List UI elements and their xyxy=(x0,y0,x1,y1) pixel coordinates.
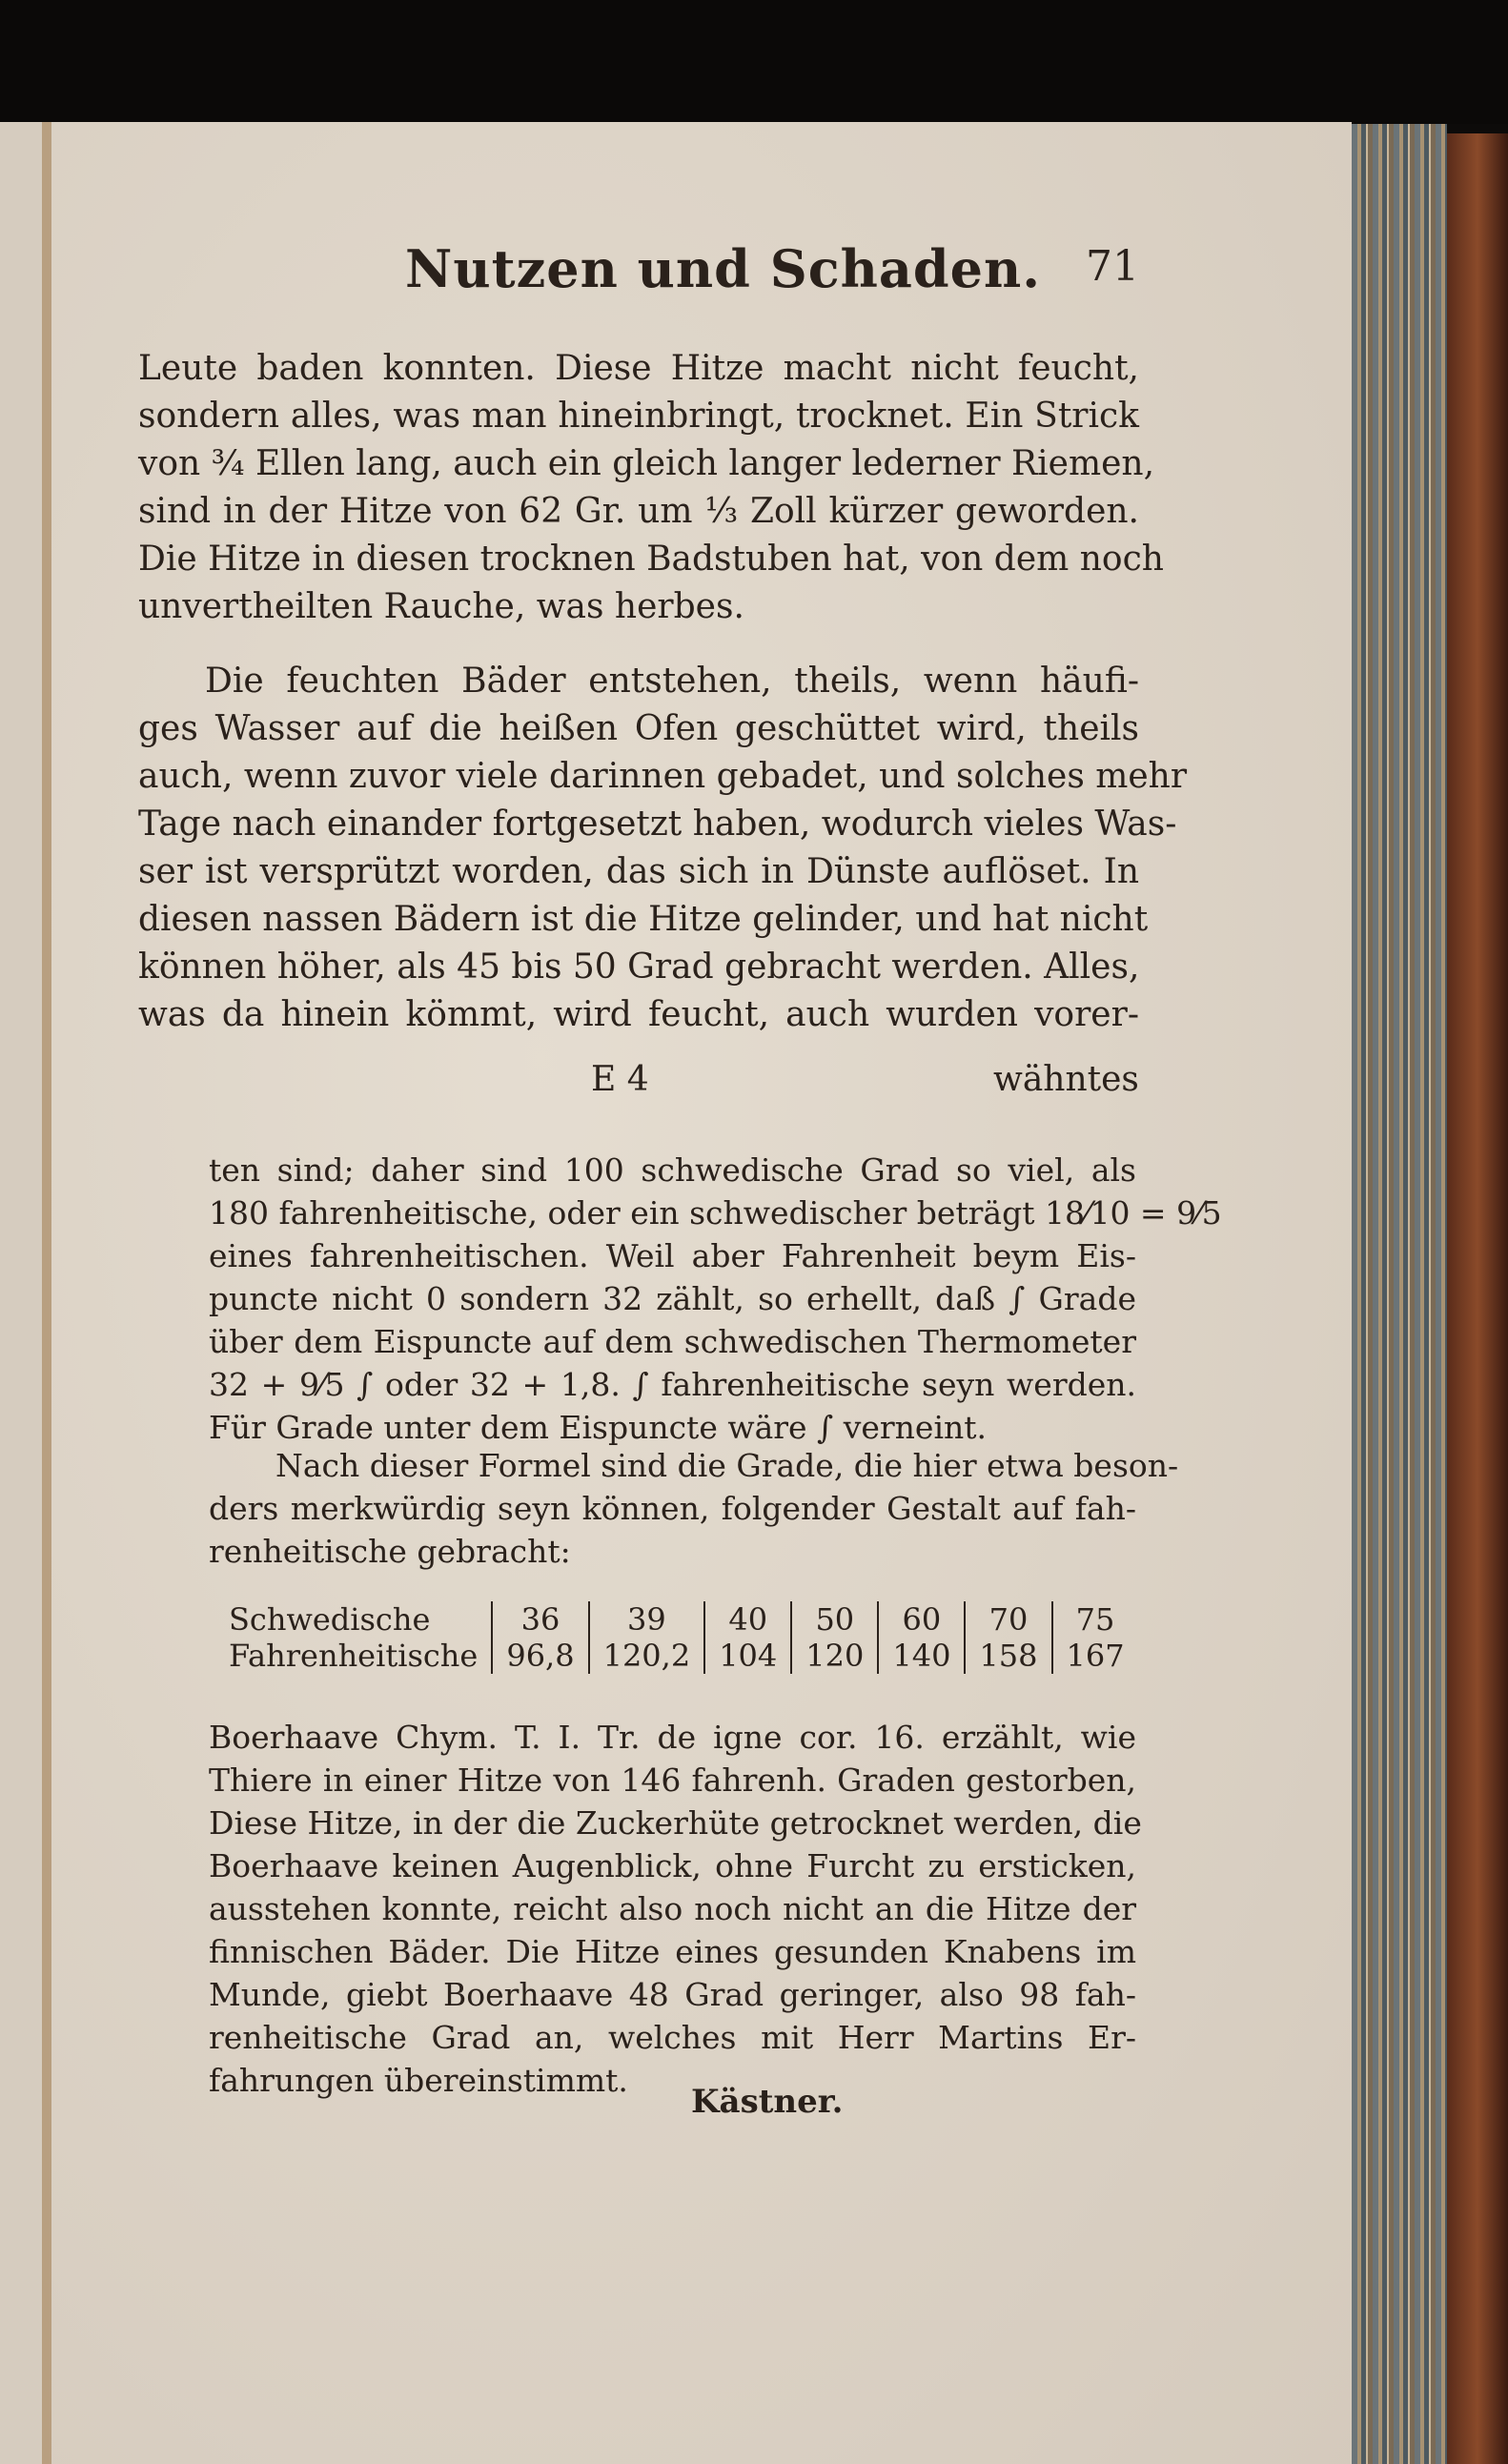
conversion-table xyxy=(229,1601,1138,1674)
text-line: sondern alles, was man hineinbringt, trocknet. Ein Strick xyxy=(138,397,1139,436)
text-line: puncte nicht 0 sondern 32 zählt, so erhellt, daß ∫ Grade xyxy=(209,1280,1136,1317)
text-line: ser ist versprützt worden, das sich in Dünste auflöset. In xyxy=(138,852,1139,891)
text-line: renheitische Grad an, welches mit Herr Martins Er- xyxy=(209,2019,1136,2056)
text-line: ges Wasser auf die heißen Ofen geschüttet wird, theils xyxy=(138,709,1139,748)
note-paragraph-2 xyxy=(209,1444,1179,1573)
table-cell: 40 xyxy=(704,1601,791,1638)
text-line: können höher, als 45 bis 50 Grad gebracht werden. Alles, xyxy=(138,947,1140,987)
text-line: Für Grade unter dem Eispuncte wäre ∫ verneint. xyxy=(209,1409,988,1446)
text-line: eines fahrenheitischen. Weil aber Fahrenheit beym Eis- xyxy=(209,1237,1136,1274)
text-line: 180 fahrenheitische, oder ein schwedischer beträgt 18⁄10 = 9⁄5 xyxy=(209,1194,1222,1232)
table-cell: 39 xyxy=(589,1601,705,1638)
paragraph-2 xyxy=(138,658,1188,1039)
text-line: von ¾ Ellen lang, auch ein gleich langer lederner Riemen, xyxy=(138,444,1155,483)
author-signature: Kästner. xyxy=(691,2083,844,2121)
page-header xyxy=(138,238,1139,305)
text-line: Boerhaave Chym. T. I. Tr. de igne cor. 16. erzählt, wie xyxy=(209,1719,1136,1756)
signature-mark: E 4 xyxy=(591,1060,649,1099)
table-cell: 120,2 xyxy=(589,1638,705,1674)
row-label: Schwedische xyxy=(229,1601,492,1638)
paragraph-1 xyxy=(138,345,1164,631)
table-cell: 96,8 xyxy=(492,1638,588,1674)
text-line: über dem Eispuncte auf dem schwedischen Thermometer xyxy=(209,1323,1136,1360)
text-line: sind in der Hitze von 62 Gr. um ⅓ Zoll kürzer geworden. xyxy=(138,492,1139,531)
note-paragraph-1 xyxy=(209,1149,1222,1449)
text-line: Diese Hitze, in der die Zuckerhüte getrocknet werden, die xyxy=(209,1804,1142,1842)
note-paragraph-3 xyxy=(209,1716,1142,2102)
text-line: Thiere in einer Hitze von 146 fahrenh. Graden gestorben, xyxy=(209,1761,1136,1799)
table-cell: 36 xyxy=(492,1601,588,1638)
table-cell: 70 xyxy=(965,1601,1051,1638)
table-cell: 60 xyxy=(878,1601,965,1638)
table-cell: 120 xyxy=(791,1638,878,1674)
table-cell: 50 xyxy=(791,1601,878,1638)
text-line: Boerhaave keinen Augenblick, ohne Furcht zu ersticken, xyxy=(209,1847,1136,1884)
table-cell: 140 xyxy=(878,1638,965,1674)
text-line: finnischen Bäder. Die Hitze eines gesunden Knabens im xyxy=(209,1933,1136,1970)
scan-background xyxy=(0,0,1508,124)
running-title: Nutzen und Schaden. xyxy=(405,238,1042,299)
text-line: Munde, giebt Boerhaave 48 Grad geringer, also 98 fah- xyxy=(209,1976,1136,2013)
text-line: ten sind; daher sind 100 schwedische Grad so viel, als xyxy=(209,1151,1136,1189)
text-line: Die Hitze in diesen trocknen Badstuben hat, von dem noch xyxy=(138,540,1164,579)
text-line: Die feuchten Bäder entstehen, theils, wenn häufi- xyxy=(205,662,1139,701)
table-cell: 75 xyxy=(1075,1601,1115,1638)
page-number: 71 xyxy=(1086,242,1139,291)
facing-page-edge xyxy=(0,122,51,2464)
catchword: wähntes xyxy=(993,1060,1139,1099)
table-cell: 158 xyxy=(965,1638,1051,1674)
text-line: diesen nassen Bädern ist die Hitze gelinder, und hat nicht xyxy=(138,900,1149,939)
text-line: 32 + 9⁄5 ∫ oder 32 + 1,8. ∫ fahrenheitische seyn werden. xyxy=(209,1366,1136,1403)
table-row-swedish xyxy=(229,1601,1138,1638)
text-line: fahrungen übereinstimmt. xyxy=(209,2062,628,2099)
text-line: renheitische gebracht: xyxy=(209,1533,571,1570)
table-cell: 167 xyxy=(1066,1638,1125,1674)
text-line: auch, wenn zuvor viele darinnen gebadet, und solches mehr xyxy=(138,757,1188,796)
table-row-fahrenheit xyxy=(229,1638,1138,1674)
table-cell: 104 xyxy=(704,1638,791,1674)
text-line: Nach dieser Formel sind die Grade, die hier etwa beson- xyxy=(275,1447,1179,1484)
text-line: Tage nach einander fortgesetzt haben, wodurch vieles Was- xyxy=(138,804,1177,844)
page-block-edge xyxy=(1352,124,1447,2464)
text-line: was da hinein kömmt, wird feucht, auch wurden vorer- xyxy=(138,995,1139,1034)
text-line: Leute baden konnten. Diese Hitze macht nicht feucht, xyxy=(138,349,1139,388)
text-line: ders merkwürdig seyn können, folgender Gestalt auf fah- xyxy=(209,1490,1136,1527)
book-cover-edge xyxy=(1447,133,1508,2464)
row-label: Fahrenheitische xyxy=(229,1638,492,1674)
text-line: unvertheilten Rauche, was herbes. xyxy=(138,587,744,626)
text-line: ausstehen konnte, reicht also noch nicht an die Hitze der xyxy=(209,1890,1136,1927)
